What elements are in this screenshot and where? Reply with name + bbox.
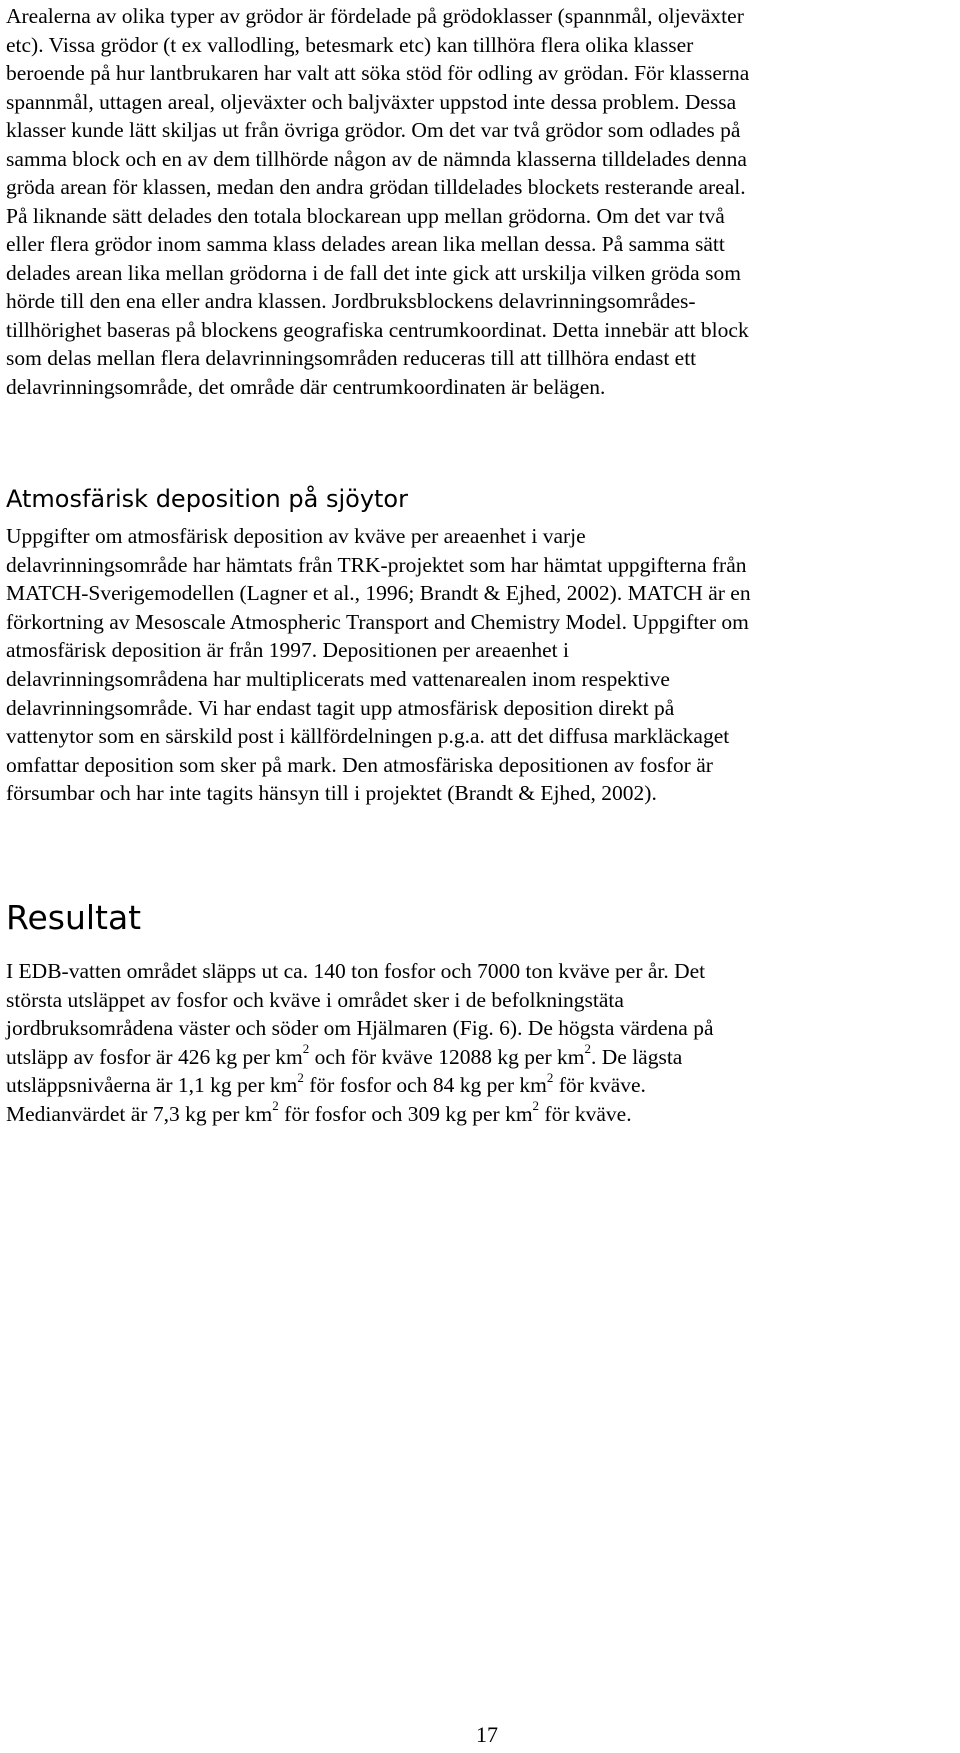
text-line: hörde till den ena eller andra klassen. Jordbruksblockens delavrinningsområdes- bbox=[6, 289, 696, 313]
text-segment: . De lägsta bbox=[591, 1044, 683, 1069]
paragraph-crop-classes bbox=[6, 2, 749, 401]
text-segment: för fosfor och 309 kg per km bbox=[278, 1101, 533, 1126]
text-line: delades arean lika mellan grödorna i de fall det inte gick att urskilja vilken gröda som bbox=[6, 260, 741, 285]
text-segment: utsläpp av fosfor är 426 kg per km bbox=[6, 1044, 303, 1069]
superscript: 2 bbox=[302, 1041, 310, 1057]
text-segment: för kväve. bbox=[553, 1073, 646, 1097]
text-segment: Medianvärdet är 7,3 kg per km bbox=[6, 1101, 273, 1126]
text-line: vattenytor som en särskild post i källfördelningen p.g.a. att det diffusa markläckaget bbox=[6, 724, 730, 749]
text-line bbox=[6, 1043, 713, 1072]
text-segment: utsläppsnivåerna är 1,1 kg per km bbox=[6, 1073, 298, 1097]
text-line: MATCH-Sverigemodellen (Lagner et al., 1996; Brandt & Ejhed, 2002). MATCH är en bbox=[6, 581, 751, 606]
text-line: samma block och en av dem tillhörde någon av de nämnda klasserna tilldelades denna bbox=[6, 146, 747, 171]
text-line: beroende på hur lantbrukaren har valt att söka stöd för odling av grödan. För klasserna bbox=[6, 61, 750, 85]
text-line: spannmål, uttagen areal, oljeväxter och baljväxter uppstod inte dessa problem. Dessa bbox=[6, 89, 737, 114]
text-line bbox=[6, 1071, 713, 1100]
document-page bbox=[6, 0, 956, 1753]
text-line: atmosfärisk deposition är från 1997. Depositionen per areaenhet i bbox=[6, 638, 569, 663]
text-line: Arealerna av olika typer av grödor är fördelade på grödoklasser (spannmål, oljeväxter bbox=[6, 4, 744, 28]
text-line: delavrinningsområde. Vi har endast tagit upp atmosfärisk deposition direkt på bbox=[6, 695, 675, 720]
text-line: jordbruksområdena väster och söder om Hjälmaren (Fig. 6). De högsta värdena på bbox=[6, 1016, 714, 1040]
text-line: delavrinningsområdena har multiplicerats med vattenarealen inom respektive bbox=[6, 666, 670, 691]
text-line: delavrinningsområde, det område där centrumkoordinaten är belägen. bbox=[6, 374, 606, 399]
text-line: förkortning av Mesoscale Atmospheric Transport and Chemistry Model. Uppgifter om bbox=[6, 609, 749, 634]
text-line: klasser kunde lätt skiljas ut från övriga grödor. Om det var två grödor som odlades på bbox=[6, 118, 741, 142]
text-line: eller flera grödor inom samma klass delades arean lika mellan dessa. På samma sätt bbox=[6, 232, 725, 256]
section-heading-results: Resultat bbox=[6, 898, 142, 937]
paragraph-results bbox=[6, 957, 713, 1128]
superscript: 2 bbox=[297, 1069, 304, 1085]
text-line: tillhörighet baseras på blockens geografiska centrumkoordinat. Detta innebär att block bbox=[6, 317, 749, 342]
superscript: 2 bbox=[272, 1098, 279, 1114]
text-line: Uppgifter om atmosfärisk deposition av kväve per areaenhet i varje bbox=[6, 524, 586, 548]
text-line: På liknande sätt delades den totala blockarean upp mellan grödorna. Om det var två bbox=[6, 203, 725, 228]
text-line: gröda arean för klassen, medan den andra grödan tilldelades blockets resterande areal. bbox=[6, 175, 746, 199]
superscript: 2 bbox=[546, 1069, 554, 1085]
text-line: försumbar och har inte tagits hänsyn till i projektet (Brandt & Ejhed, 2002). bbox=[6, 781, 657, 806]
text-line: I EDB-vatten området släpps ut ca. 140 ton fosfor och 7000 ton kväve per år. Det bbox=[6, 959, 706, 983]
text-segment: för fosfor och 84 kg per km bbox=[303, 1073, 547, 1097]
text-line: som delas mellan flera delavrinningsområden reduceras till att tillhöra endast ett bbox=[6, 346, 697, 370]
page-number: 17 bbox=[476, 1722, 498, 1747]
text-segment: för kväve. bbox=[539, 1101, 632, 1126]
paragraph-atmospheric-deposition bbox=[6, 522, 751, 808]
text-line: största utsläppet av fosfor och kväve i området sker i de befolkningstäta bbox=[6, 987, 624, 1012]
text-line: etc). Vissa grödor (t ex vallodling, betesmark etc) kan tillhöra flera olika klasser bbox=[6, 32, 694, 57]
section-heading-atmospheric-deposition: Atmosfärisk deposition på sjöytor bbox=[6, 485, 408, 513]
superscript: 2 bbox=[532, 1098, 540, 1114]
superscript: 2 bbox=[584, 1041, 591, 1057]
text-line bbox=[6, 1100, 713, 1129]
text-segment: och för kväve 12088 kg per km bbox=[309, 1044, 585, 1069]
text-line: delavrinningsområde har hämtats från TRK-projektet som har hämtat uppgifterna från bbox=[6, 552, 747, 577]
text-line: omfattar deposition som sker på mark. Den atmosfäriska depositionen av fosfor är bbox=[6, 752, 713, 777]
